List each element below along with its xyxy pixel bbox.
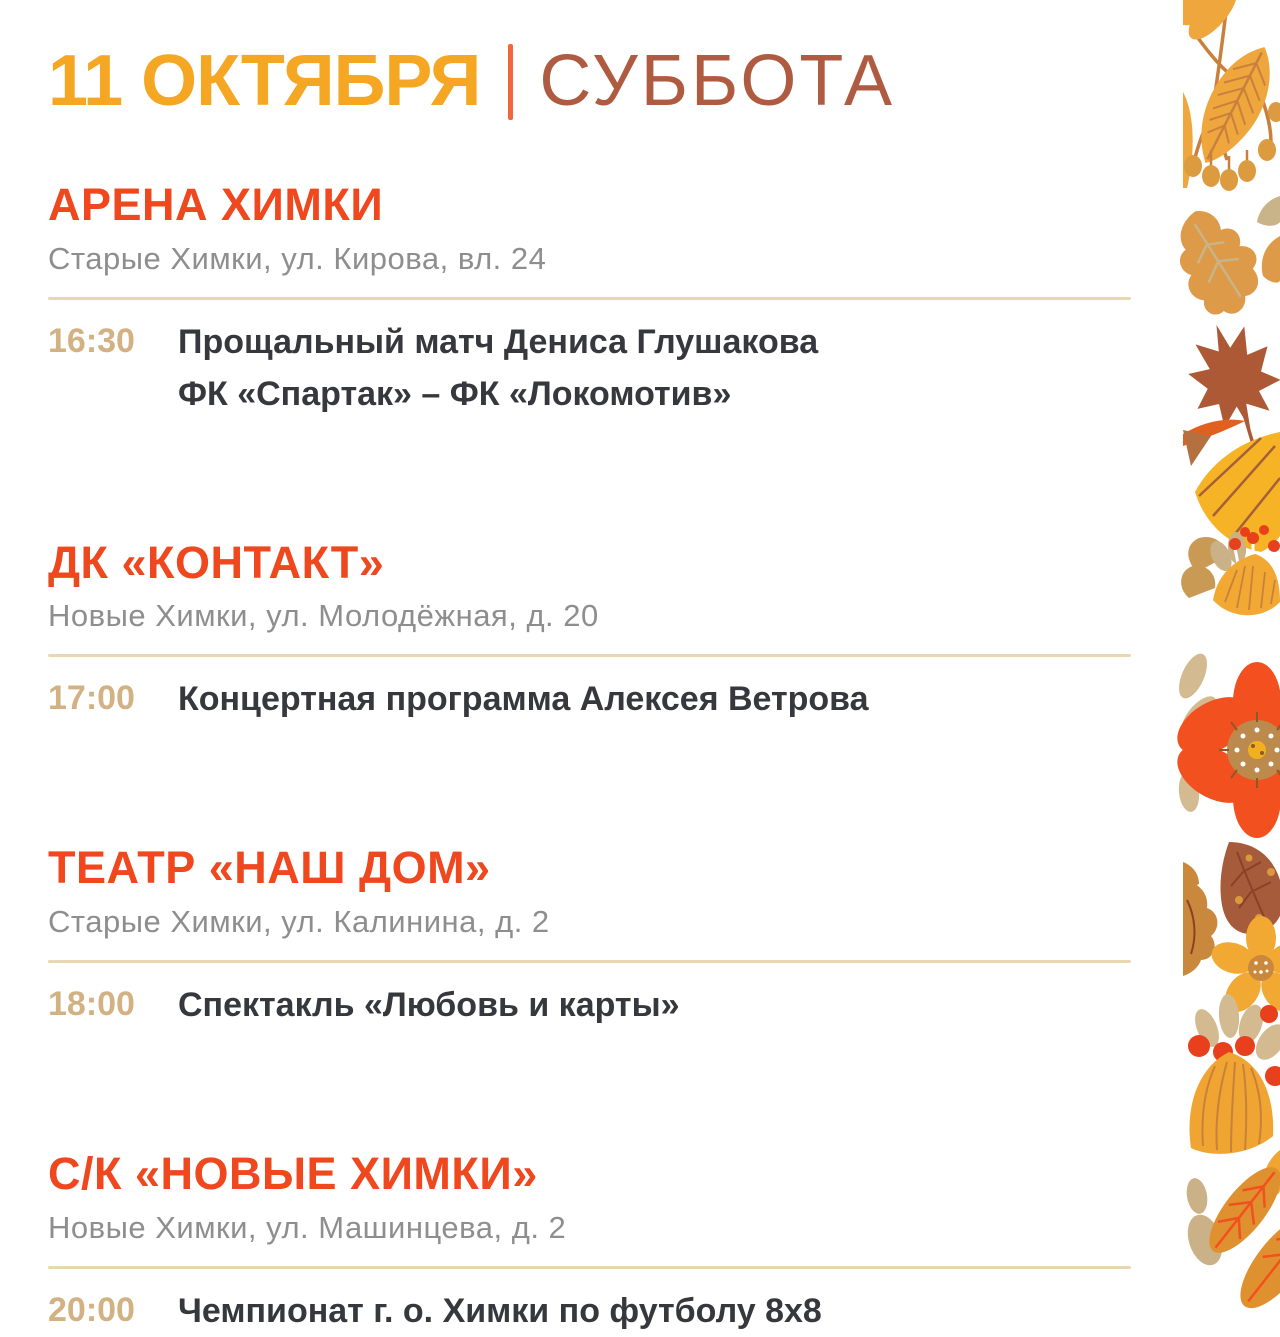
event-title <box>178 316 818 420</box>
event-title-line: Концертная программа Алексея Ветрова <box>178 680 869 719</box>
venue-address: Старые Химки, ул. Калинина, д. 2 <box>48 903 550 939</box>
event-row <box>48 979 1131 1031</box>
venue-name: ТЕАТР «НАШ ДОМ» <box>48 842 491 894</box>
event-title-line: ФК «Спартак» – ФК «Локомотив» <box>178 374 732 413</box>
ochre-flower-shape <box>1183 862 1217 976</box>
venue-name: АРЕНА ХИМКИ <box>48 179 384 230</box>
event-title <box>178 673 869 725</box>
section-divider <box>48 654 1131 657</box>
event-title <box>178 1285 822 1337</box>
venue-address: Старые Химки, ул. Кирова, вл. 24 <box>48 240 547 276</box>
event-title-line: Чемпионат г. о. Химки по футболу 8х8 <box>178 1291 822 1330</box>
venue-address: Новые Химки, ул. Машинцева, д. 2 <box>48 1209 567 1245</box>
event-time: 20:00 <box>48 1290 135 1329</box>
venue-name: С/К «НОВЫЕ ХИМКИ» <box>48 1148 538 1200</box>
event-row <box>48 1285 1131 1337</box>
event-row <box>48 316 1131 420</box>
event-time: 17:00 <box>48 679 135 718</box>
event-title-line: Прощальный матч Дениса Глушакова <box>178 322 819 361</box>
venue-section-sk-novye-khimki <box>48 1149 1131 1337</box>
brown-leaf-shape <box>1220 842 1280 934</box>
venue-section-dk-kontakt <box>48 538 1131 726</box>
autumn-leaves-pattern-icon <box>1183 0 1280 1280</box>
header-separator <box>508 44 513 120</box>
section-divider <box>48 297 1131 300</box>
section-divider <box>48 1266 1131 1269</box>
event-title-line: Спектакль «Любовь и карты» <box>178 986 680 1025</box>
branch-with-berries-shape <box>1180 0 1280 191</box>
autumn-decoration-strip <box>1183 0 1280 1280</box>
venue-address: Новые Химки, ул. Молодёжная, д. 20 <box>48 598 599 634</box>
event-row <box>48 673 1131 725</box>
venue-section-arena-khimki <box>48 180 1131 420</box>
oak-leaf-shape <box>1154 196 1280 328</box>
bottom-leaves-shape <box>1182 1150 1280 1320</box>
event-title <box>178 979 680 1031</box>
venue-name: ДК «КОНТАКТ» <box>48 536 385 588</box>
section-divider <box>48 960 1131 963</box>
weekday-label: СУББОТА <box>539 41 896 122</box>
schedule-content <box>48 0 1131 1337</box>
venue-section-teatr-nash-dom <box>48 843 1131 1031</box>
event-time: 16:30 <box>48 321 135 360</box>
date-header <box>48 41 1131 122</box>
tulip-flower-shape <box>1188 993 1280 1154</box>
event-time: 18:00 <box>48 985 135 1024</box>
date-label: 11 ОКТЯБРЯ <box>48 41 481 122</box>
